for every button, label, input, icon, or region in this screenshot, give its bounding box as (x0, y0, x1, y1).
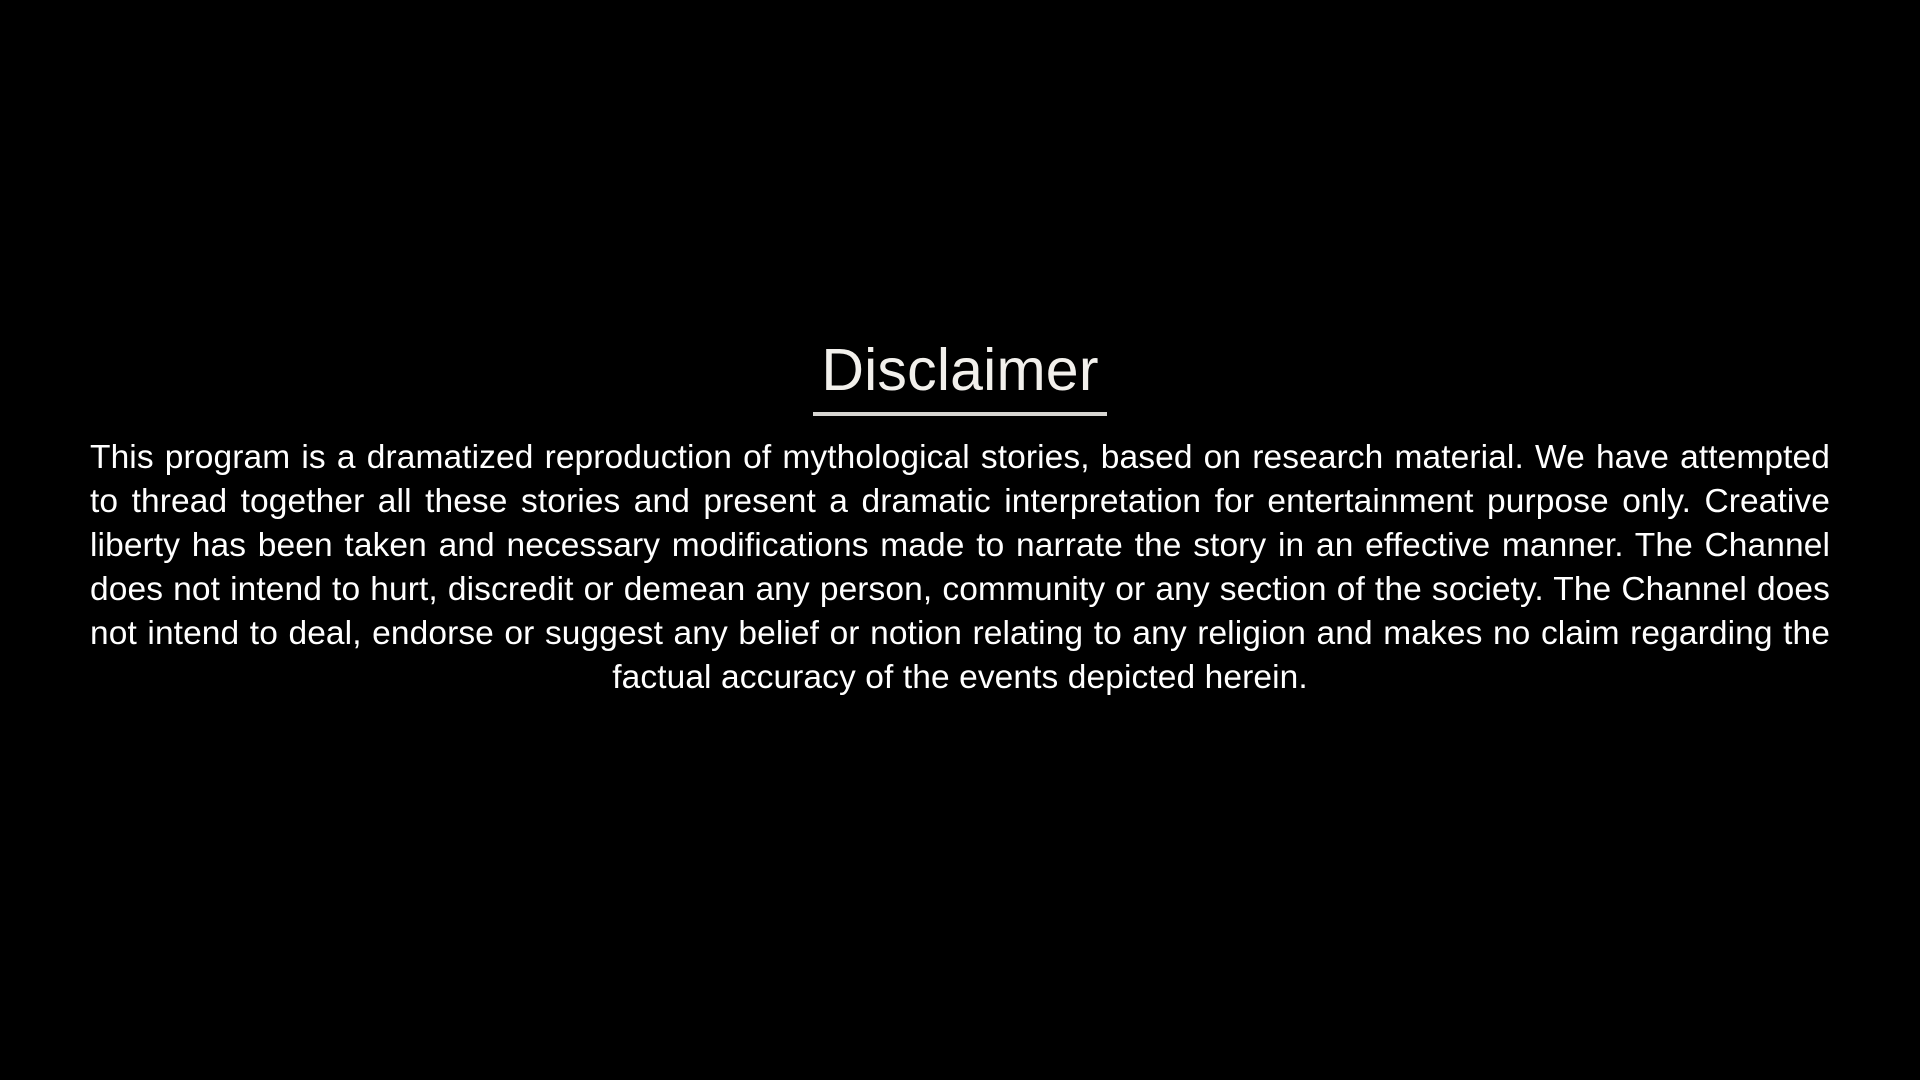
title-container (80, 337, 1840, 416)
disclaimer-body-text: This program is a dramatized reproduction of mythological stories, based on research material. We have attempted to thread together all these stories and present a dramatic interpretation for entertainment purpose only. Creative liberty has been taken and necessary modifications made to narrate the story in an effective manner. The Channel does not intend to hurt, discredit or demean any person, community or any section of the society. The Channel does not intend to deal, endorse or suggest any belief or notion relating to any religion and makes no claim regarding the factual accuracy of the events depicted herein. (90, 438, 1830, 696)
slide-content-inner (80, 337, 1840, 700)
page-title: Disclaimer (813, 340, 1106, 416)
